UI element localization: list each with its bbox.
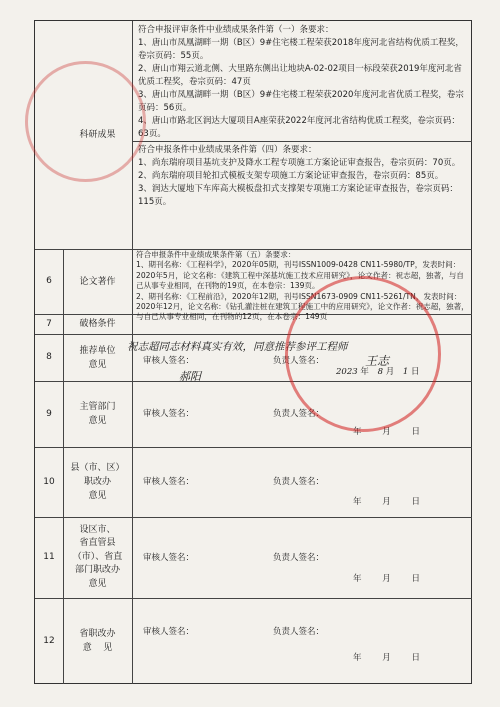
row8-day-value: 1 [402, 367, 409, 377]
row12-leader-label: 负责人签名： [273, 627, 325, 637]
organization-seal [285, 276, 441, 432]
row8-reviewer-label: 审核人签名： [143, 356, 195, 366]
row7-label: 破格条件 [79, 319, 116, 329]
row9-leader-label: 负责人签名： [273, 409, 325, 419]
keyan-block2-line: 1、尚东瑞府项目基坑支护及降水工程专项施工方案论证审查报告，卷宗页码：70页。 [138, 158, 461, 168]
row11-label-line5: 意见 [88, 578, 107, 589]
row6-label: 论文著作 [79, 276, 116, 287]
row10-year-char: 年 [353, 497, 362, 507]
row9-label-line2: 意见 [88, 416, 107, 426]
keyan-block2 [138, 144, 468, 249]
row11-leader-label: 负责人签名： [273, 553, 325, 563]
row9-day-char: 日 [411, 427, 420, 437]
row9-reviewer-label: 审核人签名： [143, 409, 195, 419]
row8-label-line1: 推荐单位 [79, 345, 116, 356]
keyan-block2-line: 符合申报条件中业绩成果条件第（四）条要求： [138, 145, 317, 155]
keyan-block1-line: 3、唐山市凤凰湖畔一期（B区）9#住宅楼工程荣获2020年度河北省优质工程奖，卷宗页码：56页。 [138, 90, 464, 113]
row6-number: 6 [46, 276, 52, 286]
row11-month-char: 月 [382, 574, 391, 584]
row8-month-char: 月 [385, 367, 395, 377]
keyan-label: 科研成果 [79, 130, 116, 140]
row10-number: 10 [43, 476, 55, 487]
row8-label [63, 334, 132, 381]
row11-date [353, 573, 420, 586]
row8-year-value: 2023 [336, 367, 358, 377]
keyan-block2-line: 2、尚东瑞府项目轮扣式模板支架专项施工方案论证审查报告，卷宗页码：85页。 [138, 171, 444, 181]
row8-label-line2: 意见 [88, 359, 107, 370]
application-form-table [34, 20, 472, 684]
keyan-block1-line: 4、唐山市路北区润达大厦项目A座荣获2022年度河北省结构优质工程奖，卷宗页码：63页。 [138, 116, 460, 139]
row9-month-char: 月 [382, 427, 391, 437]
row9-label [63, 381, 132, 447]
row11-label-line1: 设区市、 [79, 524, 116, 535]
row12-reviewer-label: 审核人签名： [143, 627, 195, 637]
row6-line: 2、期刊名称：《工程前沿》，2020年12期，刊号ISSN1673-0909 CN11-5261/TN，发表时间：2020年12月，论文名称：《钻孔灌注桩在建筑工程施工中的应用研究》，论文作者：祝志超，独著，与自己从事专业相同，在刊物的12页，在本卷宗：149页 [136, 291, 469, 322]
row10-label-line1: 县（市、区） [70, 463, 125, 473]
row8-month-value: 8 [377, 367, 383, 377]
row12-number: 12 [43, 635, 55, 646]
keyan-block1-line: 2、唐山市翔云道北侧、大里路东侧出让地块A-02-02项目一标段荣获2019年度河北省优质工程奖，卷宗页码：47页 [138, 64, 462, 87]
row12-label [63, 598, 132, 684]
row10-label [63, 447, 132, 517]
row9-year-char: 年 [353, 427, 362, 437]
keyan-block1-line: 1、唐山市凤凰湖畔一期（B区）9#住宅楼工程荣获2018年度河北省结构优质工程奖，卷宗页码：55页。 [138, 38, 464, 61]
row8-day-char: 日 [411, 367, 420, 377]
row11-label [63, 517, 132, 598]
keyan-block1 [138, 24, 468, 141]
row10-leader-label: 负责人签名： [273, 477, 325, 487]
row11-number: 11 [43, 552, 55, 562]
row11-label-line2: 省直管县 [79, 538, 116, 549]
row11-label-line3: （市）、省直 [72, 551, 123, 562]
row12-label-line2: 意 见 [82, 643, 113, 653]
row12-label-line1: 省职改办 [79, 629, 116, 639]
row7-number: 7 [46, 318, 52, 329]
row10-date [353, 496, 420, 509]
row11-label-line4: 部门职改办 [74, 565, 120, 576]
row9-label-line1: 主管部门 [79, 402, 116, 412]
row8-leader-label: 负责人签名： [273, 356, 325, 366]
row6-line: 符合申报条件中业绩成果条件第（五）条要求： [136, 250, 296, 259]
row10-label-line3: 意见 [88, 491, 107, 501]
row11-day-char: 日 [411, 574, 420, 584]
row12-date [353, 652, 420, 665]
row10-day-char: 日 [411, 497, 420, 507]
row9-number: 9 [46, 408, 52, 419]
row10-month-char: 月 [382, 497, 391, 507]
row8-reviewer-signature: 郝阳 [179, 370, 201, 383]
row12-month-char: 月 [382, 653, 391, 663]
row10-reviewer-label: 审核人签名： [143, 477, 195, 487]
row8-handwritten-opinion: 祝志超同志材料真实有效，同意推荐参评工程师 [127, 341, 348, 353]
row-divider [132, 141, 472, 142]
row11-reviewer-label: 审核人签名： [143, 553, 195, 563]
row11-year-char: 年 [353, 574, 362, 584]
row8-number: 8 [46, 352, 52, 362]
row12-day-char: 日 [411, 653, 420, 663]
row8-year-char: 年 [360, 367, 369, 377]
keyan-block1-line: 符合申报评审条件中业绩成果条件第（一）条要求： [138, 25, 334, 35]
row10-label-line2: 职改办 [83, 477, 111, 487]
keyan-block2-line: 3、润达大厦地下车库高大模板盘扣式支撑架专项施工方案论证审查报告，卷宗页码：115页。 [138, 184, 458, 207]
row6-line: 1、期刊名称：《工程科学》，2020年05期，刊号ISSN1009-0428 CN11-5980/TP，发表时间：2020年5月，论文名称：《建筑工程中深基坑施工技术应用研究》，论文作者：祝志超，独著，与自己从事专业相同，在刊物的19页，在本卷宗：139页。 [136, 260, 464, 291]
row12-year-char: 年 [353, 653, 362, 663]
row8-leader-signature: 王志 [365, 354, 390, 368]
